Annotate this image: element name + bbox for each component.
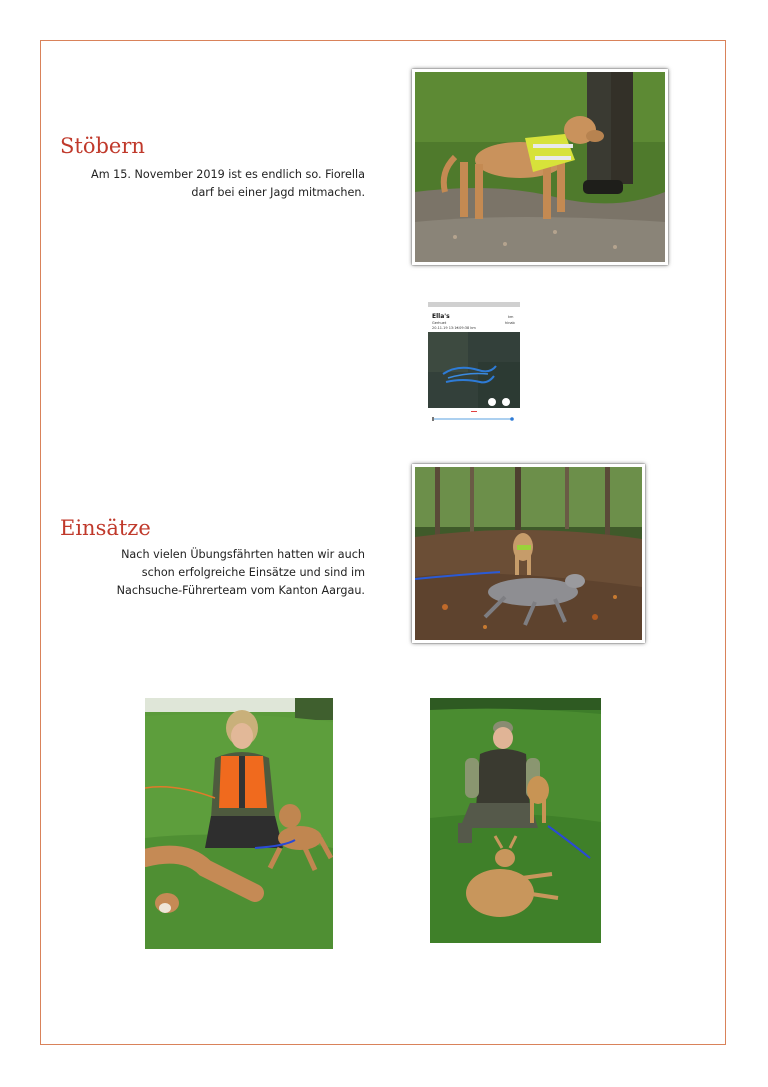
app-distance: • 09:38 km	[456, 326, 476, 330]
photo-man-with-dog-and-deer	[430, 698, 601, 943]
photo-dog-in-safety-vest	[412, 69, 668, 265]
app-corner-label: hinab	[505, 321, 515, 325]
app-corner-label: km	[508, 315, 514, 319]
section-heading-einsaetze: Einsätze	[60, 516, 151, 540]
section-heading-stoebern: Stöbern	[60, 134, 145, 158]
text-line: Nach vielen Übungsfährten hatten wir auch	[121, 548, 365, 561]
text-line: Am 15. November 2019 ist es endlich so. Fiorella	[91, 168, 365, 181]
app-date: 20.11.19 13:14	[432, 326, 459, 330]
section-text-einsaetze	[117, 546, 365, 600]
map-control-icon[interactable]	[488, 398, 496, 406]
text-line: darf bei einer Jagd mitmachen.	[191, 186, 365, 199]
photo-woman-with-dog-and-deer	[145, 698, 333, 949]
photo-dog-with-deer-forest	[412, 464, 645, 643]
section-text-stoebern	[91, 166, 365, 202]
app-title: Ella's	[432, 313, 450, 320]
tracking-app-screenshot	[428, 302, 520, 425]
app-subtitle: Gerhuet	[432, 321, 447, 325]
map-control-icon[interactable]	[502, 398, 510, 406]
text-line: Nachsuche-Führerteam vom Kanton Aargau.	[116, 584, 365, 597]
timeline-slider-handle[interactable]	[510, 417, 514, 421]
text-line: schon erfolgreiche Einsätze und sind im	[141, 566, 365, 579]
